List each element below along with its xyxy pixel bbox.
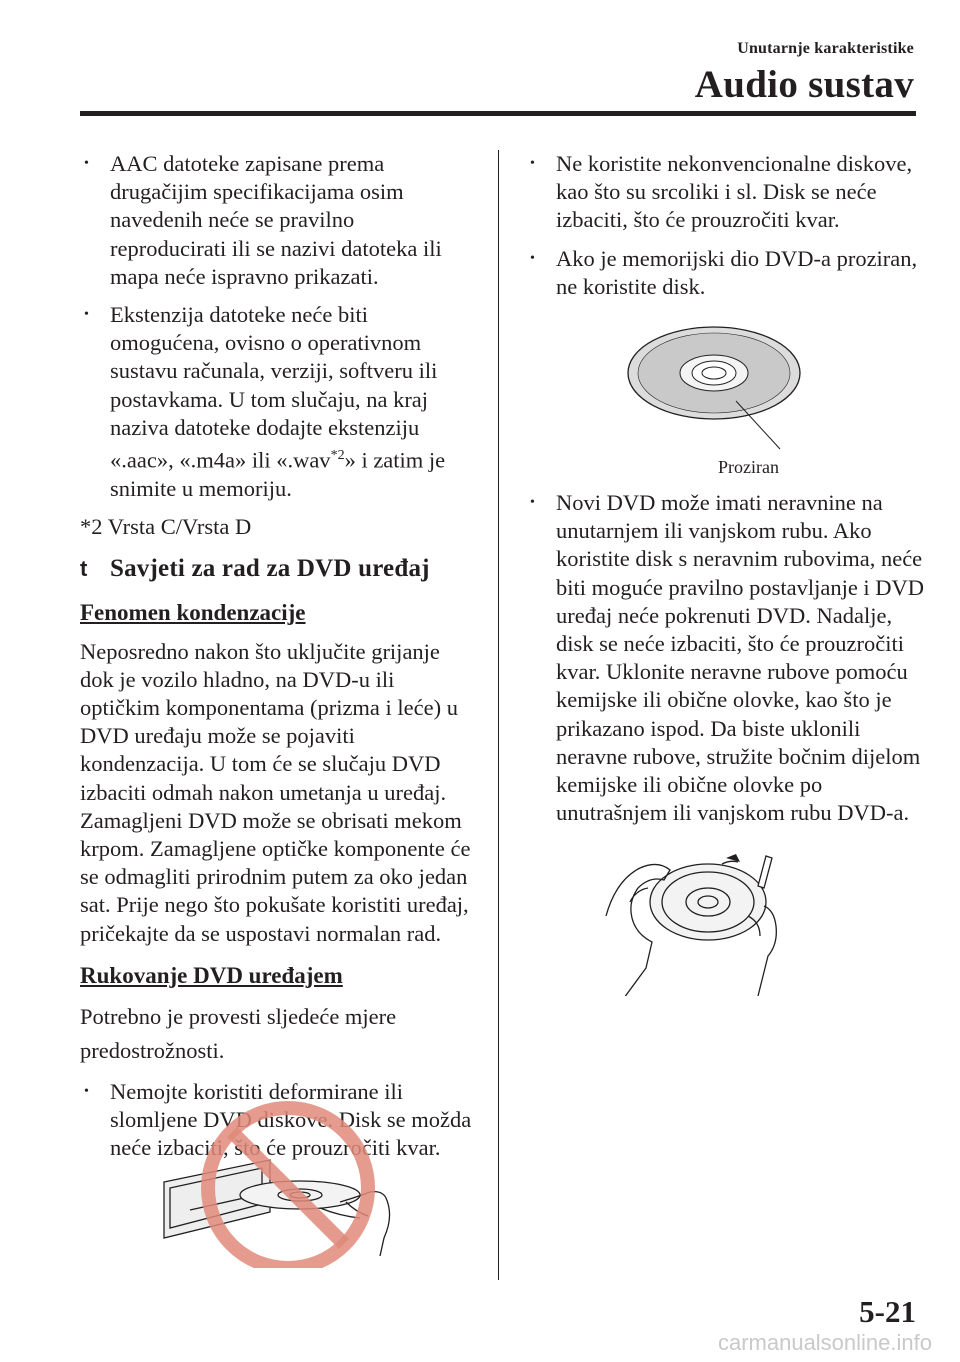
pen-scraping-disc-icon xyxy=(598,846,798,996)
header-rule xyxy=(80,111,916,116)
paragraph: Potrebno je provesti sljedeće mjere predostrožnosti. xyxy=(80,1003,397,1063)
header-section-label: Unutarnje karakteristike xyxy=(737,40,914,57)
scrape-disc-illustration xyxy=(598,846,798,996)
subheading: Rukovanje DVD uređajem xyxy=(80,962,343,988)
transparent-disc-icon xyxy=(624,321,824,471)
paragraph: Neposredno nakon što uključite grijanje dok je vozilo hladno, na DVD-u ili optičkim komponentama (prizma i leće) u DVD uređaju može se pojaviti kondenzacija. U tom će se slučaju DVD izbaciti odmah nakon umetanja u uređaj. Zamagljeni DVD može se obrisati mekom krpom. Zamagljene optičke komponente će se odmagliti prirodnim putem za oko jedan sat. Prije nego što pokušate koristiti uređaj, pričekajte da se uspostavi normalan rad. xyxy=(80,638,471,946)
disc-label: Proziran xyxy=(718,457,779,478)
list-item xyxy=(526,489,926,827)
prohibited-disc-illustration xyxy=(150,1098,410,1268)
bullet-icon: • xyxy=(530,250,535,266)
section-heading-text: Savjeti za rad za DVD uređaj xyxy=(110,555,430,583)
no-deformed-disc-icon xyxy=(150,1098,410,1268)
bullet-icon: • xyxy=(530,156,535,171)
left-column xyxy=(80,150,472,1173)
page-title: Audio sustav xyxy=(694,63,914,106)
right-column xyxy=(526,150,926,837)
section-heading xyxy=(80,555,472,583)
list-item-text: AAC datoteke zapisane prema drugačijim specifikacijama osim navedenih neće se pravilno reproducirati ili se nazivi datoteka ili mapa neće ispravno prikazati. xyxy=(110,151,442,289)
bullet-icon: • xyxy=(84,156,89,171)
bullet-icon: • xyxy=(530,495,535,511)
watermark: carmanualsonline.info xyxy=(717,1330,932,1355)
list-item-text: Ekstenzija datoteke neće biti omogućena, ovisno o operativnom sustavu računala, verziji, softveru ili postavkama. U tom slučaju, na kraj naziva datoteke dodajte ekstenziju «.aac», «.m4a» ili «.wav xyxy=(110,302,438,473)
bullet-icon: • xyxy=(84,1083,89,1099)
list-item-text: Ne koristite nekonvencionalne diskove, kao što su srcoliki i sl. Disk se neće izbaciti, što će prouzročiti kvar. xyxy=(556,151,913,233)
footnote-ref: *2 xyxy=(330,448,345,464)
list-item-text: Nemojte koristiti deformirane ili slomljene DVD diskove. Disk se možda neće izbaciti, što će prouzročiti kvar. xyxy=(110,1078,472,1161)
list-item xyxy=(526,150,926,235)
list-item xyxy=(80,301,472,503)
subheading: Fenomen kondenzacije xyxy=(80,600,306,626)
list-item-text: Novi DVD može imati neravnine na unutarnjem ili vanjskom rubu. Ako koristite disk s neravnim rubovima, neće biti moguće pravilno postavljanje i DVD uređaj neće pokrenuti DVD. Nadalje, disk se neće izbaciti, što će prouzročiti kvar. Uklonite neravne rubove pomoću kemijske ili obične olovke, kao što je prikazano ispod. Da biste uklonili neravne rubove, stružite bočnim dijelom kemijske ili obične olovke po unutrašnjem ili vanjskom rubu DVD-a. xyxy=(556,490,925,826)
section-marker-icon: t xyxy=(80,556,88,582)
transparent-disc-figure xyxy=(526,311,926,489)
list-item xyxy=(80,150,472,291)
list-item-text: » i zatim je snimite u memoriju. xyxy=(110,447,446,501)
bullet-icon: • xyxy=(84,307,89,323)
column-divider xyxy=(498,150,499,1280)
list-item-text: Ako je memorijski dio DVD-a proziran, ne koristite disk. xyxy=(556,245,918,299)
list-item xyxy=(526,245,926,301)
footnote: *2 Vrsta C/Vrsta D xyxy=(80,513,252,539)
page-number: 5-21 xyxy=(859,1294,916,1329)
